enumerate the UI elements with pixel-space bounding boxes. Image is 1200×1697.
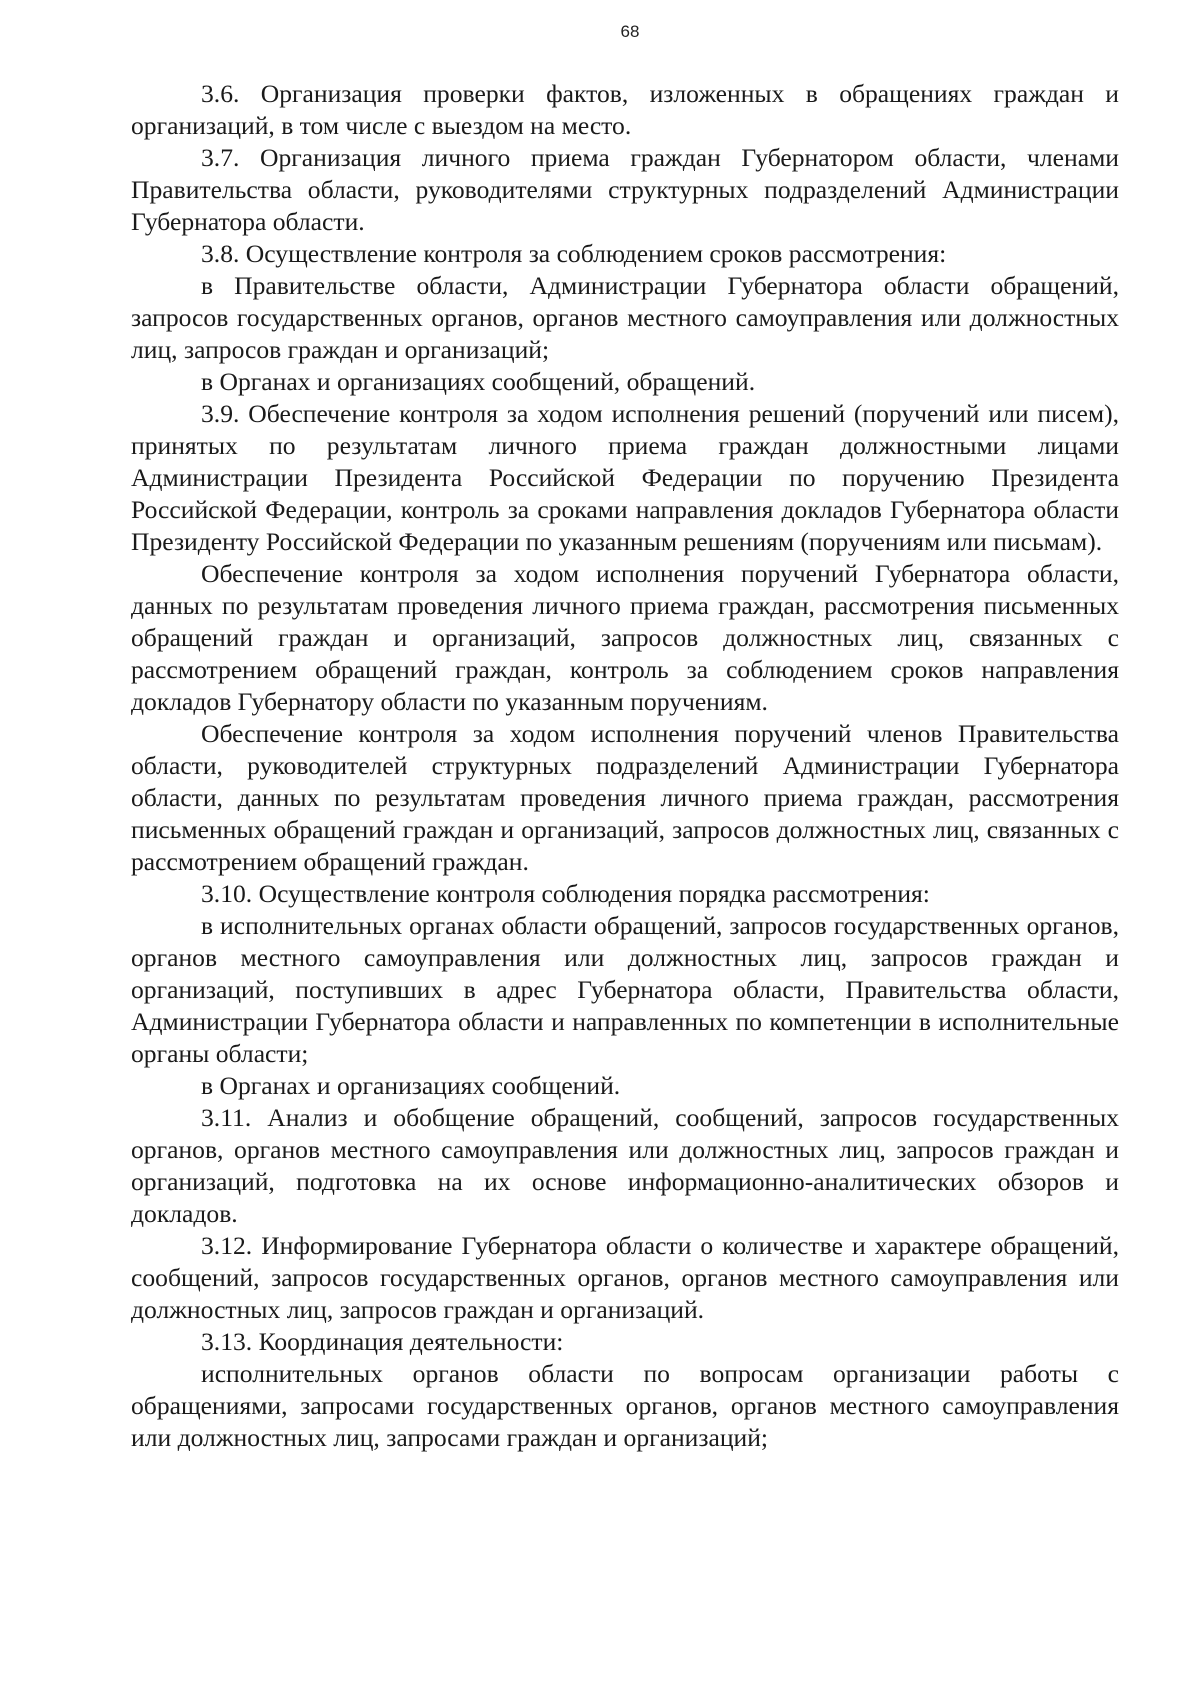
paragraph-3-8: 3.8. Осуществление контроля за соблюдением сроков рассмотрения: <box>201 239 947 268</box>
page-number: 68 <box>620 22 640 41</box>
paragraph-3-12: 3.12. Информирование Губернатора области о количестве и характере обращений, сообщений, запросов государственных органов, органов местного самоуправления или должностных лиц, запросов граждан и организаций. <box>131 1231 1119 1324</box>
paragraph-3-10-organs: в Органах и организациях сообщений. <box>201 1071 621 1100</box>
paragraph-3-10-executive: в исполнительных органах области обращений, запросов государственных органов, органов местного самоуправления или должностных лиц, запросов граждан и организаций, поступивших в адрес Губернатора области, Правительства области, Администрации Губернатора области и направленных по компетенции в исполнительные органы области; <box>131 911 1119 1068</box>
paragraph-3-13-executive: исполнительных органов области по вопросам организации работы с обращениями, запросами государственных органов, органов местного самоуправления или должностных лиц, запросами граждан и организаций; <box>131 1359 1119 1452</box>
paragraph-3-13: 3.13. Координация деятельности: <box>201 1327 564 1356</box>
document-body <box>131 78 1119 1454</box>
paragraph-3-9: 3.9. Обеспечение контроля за ходом исполнения решений (поручений или писем), принятых по результатам личного приема граждан должностными лицами Администрации Президента Российской Федерации по поручению Президента Российской Федерации, контроль за сроками направления докладов Губернатора области Президенту Российской Федерации по указанным решениям (поручениям или письмам). <box>131 399 1119 556</box>
paragraph-3-9-members: Обеспечение контроля за ходом исполнения поручений членов Правительства области, руководителей структурных подразделений Администрации Губернатора области, данных по результатам проведения личного приема граждан, рассмотрения письменных обращений граждан и организаций, запросов должностных лиц, связанных с рассмотрением обращений граждан. <box>131 719 1119 876</box>
paragraph-3-9-governor: Обеспечение контроля за ходом исполнения поручений Губернатора области, данных по результатам проведения личного приема граждан, рассмотрения письменных обращений граждан и организаций, запросов должностных лиц, связанных с рассмотрением обращений граждан, контроль за соблюдением сроков направления докладов Губернатору области по указанным поручениям. <box>131 559 1119 716</box>
paragraph-3-11: 3.11. Анализ и обобщение обращений, сообщений, запросов государственных органов, органов местного самоуправления или должностных лиц, запросов граждан и организаций, подготовка на их основе информационно-аналитических обзоров и докладов. <box>131 1103 1119 1228</box>
paragraph-3-7: 3.7. Организация личного приема граждан Губернатором области, членами Правительства области, руководителями структурных подразделений Администрации Губернатора области. <box>131 143 1119 236</box>
paragraph-3-10: 3.10. Осуществление контроля соблюдения порядка рассмотрения: <box>201 879 930 908</box>
paragraph-3-6: 3.6. Организация проверки фактов, изложенных в обращениях граждан и организаций, в том числе с выездом на место. <box>131 79 1119 140</box>
paragraph-3-8-government: в Правительстве области, Администрации Губернатора области обращений, запросов государственных органов, органов местного самоуправления или должностных лиц, запросов граждан и организаций; <box>131 271 1119 364</box>
paragraph-3-8-organs: в Органах и организациях сообщений, обращений. <box>201 367 756 396</box>
